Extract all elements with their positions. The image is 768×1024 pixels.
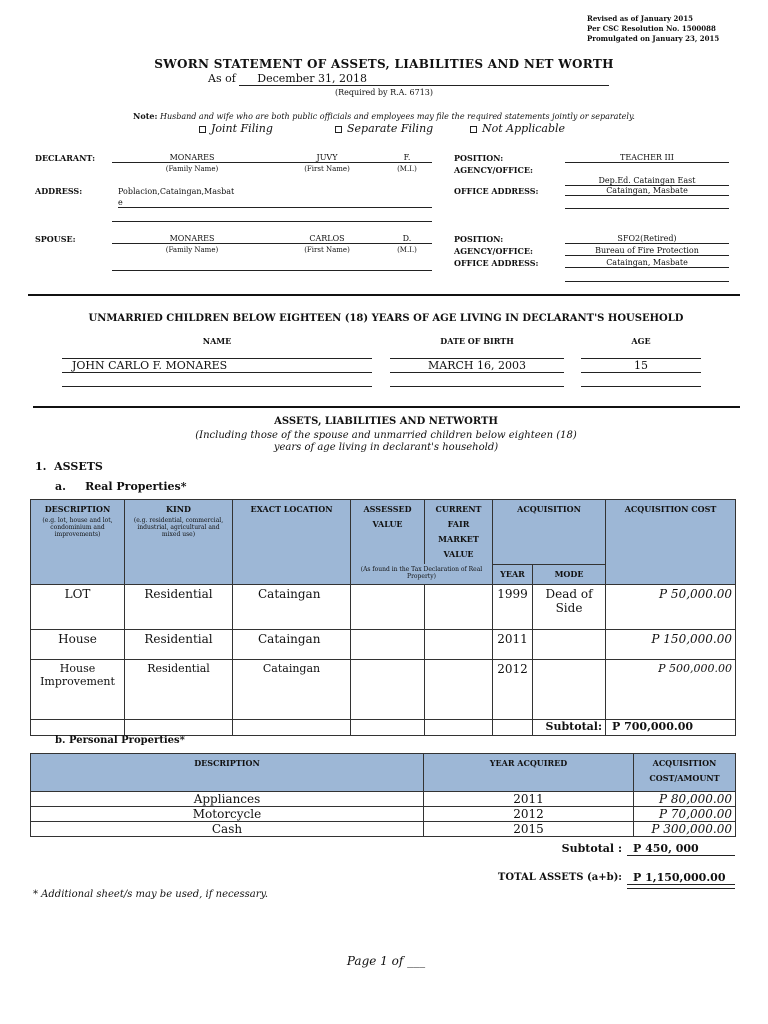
pp-subtotal-value: P 450, 000 [627,842,735,856]
not-applicable-checkbox[interactable] [470,126,477,133]
rp-header-acquisition [493,500,606,565]
rp-cell-description: House [31,629,125,659]
rp-cell-location: Cataingan [233,584,351,629]
joint-checkbox[interactable] [199,126,206,133]
note-text: Husband and wife who are both public officials and employees may file the required statements jointly or separately. [159,112,635,121]
rp-cell-fmv [425,584,493,629]
spouse-label: SPOUSE: [35,234,76,244]
pp-cell-cost: P 80,000.00 [634,792,736,807]
office-blank-line [565,208,729,209]
filing-joint[interactable]: Joint Filing [199,122,273,135]
rp-header-description-sub: (e.g. lot, house and lot, condominium and improvements) [42,517,113,538]
table-row [31,807,736,822]
rp-cell-cost: P 50,000.00 [606,584,736,629]
pp-cell-description: Cash [31,822,424,837]
agency-label: AGENCY/OFFICE: [454,165,533,175]
personal-properties-heading: b. Personal Properties* [55,735,185,746]
pp-header-cost-label: ACQUISITION COST/AMOUNT [649,758,720,783]
child-dob: MARCH 16, 2003 [390,359,564,373]
rp-cell-cost: P 150,000.00 [606,629,736,659]
assets-section-title: ASSETS, LIABILITIES AND NETWORTH [274,416,498,427]
rp-header-kind-label: KIND [166,504,191,514]
declarant-mi-caption: (M.I.) [397,165,417,173]
children-col-dob: DATE OF BIRTH [440,336,514,346]
total-assets-value: P 1,150,000.00 [627,871,735,885]
rp-cell-description: House Improvement [31,659,125,719]
rp-header-fmv [425,500,493,565]
rp-cell-kind: Residential [125,584,233,629]
rp-subtotal-label: Subtotal: [533,719,606,735]
declarant-office-address: Cataingan, Masbate [565,186,729,196]
table-row [31,792,736,807]
child-blank-name [62,386,372,387]
rp-header-cost-label: ACQUISITION COST [624,504,717,514]
child-name: JOHN CARLO F. MONARES [62,359,372,373]
declarant-mi: F. [382,153,432,163]
table-row [31,629,736,659]
pp-cell-cost: P 70,000.00 [634,807,736,822]
spouse-office-blank-line [565,281,729,282]
rp-subtotal-row [31,719,736,735]
pp-cell-cost: P 300,000.00 [634,822,736,837]
address-line-1: Poblacion,Cataingan,Masbat [118,187,235,196]
spouse-mi-caption: (M.I.) [397,246,417,254]
rp-header-mode [533,564,606,584]
pp-cell-year: 2011 [424,792,634,807]
assets-subtitle-2: years of age living in declarant's household) [273,442,499,453]
rp-cell-fmv [425,629,493,659]
rp-header-kind [125,500,233,585]
pp-header-year-label: YEAR ACQUIRED [489,758,568,768]
child-blank-dob [390,386,564,387]
rp-cell-location: Cataingan [233,629,351,659]
rp-header-mode-label: MODE [554,568,584,579]
filing-not-applicable[interactable]: Not Applicable [470,122,565,135]
rp-cell-mode [533,629,606,659]
divider [28,294,740,296]
assets-heading: 1. ASSETS [35,460,103,473]
rp-assessed-note-text: (As found in the Tax Declaration of Real Property) [360,566,483,580]
rp-cell-assessed [351,659,425,719]
spouse-family-name: MONARES [112,234,272,244]
total-assets-label: TOTAL ASSETS (a+b): [497,872,622,883]
rp-cell-location: Cataingan [233,659,351,719]
filing-separate[interactable]: Separate Filing [335,122,433,135]
pp-cell-description: Appliances [31,792,424,807]
rp-header-assessed-label: ASSESSED VALUE [363,504,412,529]
rp-header-description [31,500,125,585]
children-title: UNMARRIED CHILDREN BELOW EIGHTEEN (18) YEARS OF AGE LIVING IN DECLARANT'S HOUSEHOLD [88,313,684,324]
rp-header-location-label: EXACT LOCATION [250,504,333,514]
revision-line-1: Revised as of January 2015 [587,14,693,23]
as-of-row [208,72,609,86]
pp-header-description-label: DESCRIPTION [194,758,260,768]
separate-checkbox[interactable] [335,126,342,133]
rp-header-year [493,564,533,584]
real-properties-heading: a. Real Properties* [55,480,187,493]
office-address-label: OFFICE ADDRESS: [454,186,539,196]
rp-subtotal-value: P 700,000.00 [606,719,736,735]
rp-cell-assessed [351,584,425,629]
spouse-office-address-label: OFFICE ADDRESS: [454,258,539,268]
table-row [31,584,736,629]
rp-header-year-label: YEAR [500,568,525,579]
rp-cell-description: LOT [31,584,125,629]
revision-info [587,14,719,44]
address-blank-line [112,221,432,222]
rp-header-assessed [351,500,425,565]
declarant-first-caption: (First Name) [304,165,350,173]
rp-blank-1 [31,719,125,735]
spouse-position-label: POSITION: [454,234,504,244]
rp-cell-kind: Residential [125,629,233,659]
declarant-first-name: JUVY [272,153,382,163]
rp-cell-year: 2012 [493,659,533,719]
real-properties-table [30,499,736,736]
rp-header-description-label: DESCRIPTION [44,504,111,514]
declarant-family-caption: (Family Name) [165,165,219,173]
rp-cell-assessed [351,629,425,659]
rp-cell-kind: Residential [125,659,233,719]
revision-line-3: Promulgated on January 23, 2015 [587,34,720,43]
address-line-2: e [118,198,123,207]
spouse-mi: D. [382,234,432,244]
assets-subtitle-1: (Including those of the spouse and unmarried children below eighteen (18) [195,430,577,441]
rp-cell-cost: P 500,000.00 [606,659,736,719]
pp-header-year [424,754,634,792]
pp-cell-year: 2015 [424,822,634,837]
spouse-office-address: Cataingan, Masbate [565,258,729,268]
divider-2 [33,406,740,408]
rp-blank-2 [125,719,233,735]
declarant-family-name: MONARES [112,153,272,163]
note-line [0,111,768,121]
as-of-date: December 31, 2018 [239,72,609,86]
as-of-label: As of [208,72,236,85]
rp-blank-4 [351,719,425,735]
rp-header-cost [606,500,736,585]
page-title: SWORN STATEMENT OF ASSETS, LIABILITIES AND NET WORTH [154,57,614,71]
pp-subtotal-label: Subtotal : [561,842,622,855]
revision-line-2: Per CSC Resolution No. 1500088 [587,24,716,33]
total-double-underline [627,888,735,889]
rp-cell-year: 2011 [493,629,533,659]
rp-header-assessed-note [351,564,493,584]
spouse-first-name: CARLOS [272,234,382,244]
position-label: POSITION: [454,153,504,163]
additional-sheet-note: * Additional sheet/s may be used, if necessary. [33,889,269,900]
rp-cell-mode [533,659,606,719]
pp-header-description [31,754,424,792]
rp-header-kind-sub: (e.g. residential, commercial, industrial, agricultural and mixed use) [133,517,224,538]
spouse-position: SFO2(Retired) [565,234,729,244]
declarant-agency: Dep.Ed. Cataingan East [565,176,729,186]
spouse-first-caption: (First Name) [304,246,350,254]
personal-properties-table [30,753,736,837]
spouse-agency: Bureau of Fire Protection [565,246,729,256]
required-by: (Required by R.A. 6713) [334,88,434,97]
children-col-name: NAME [202,336,232,346]
rp-blank-5 [425,719,493,735]
pp-cell-year: 2012 [424,807,634,822]
note-label: Note: [133,111,158,121]
pp-header-cost [634,754,736,792]
spouse-agency-label: AGENCY/OFFICE: [454,246,533,256]
child-blank-age [581,386,701,387]
address-value [118,186,432,208]
rp-header-fmv-label: CURRENT FAIR MARKET VALUE [435,504,482,559]
declarant-label: DECLARANT: [35,153,96,163]
child-age: 15 [581,359,701,373]
declarant-position: TEACHER III [565,153,729,163]
rp-cell-year: 1999 [493,584,533,629]
rp-cell-mode: Dead of Side [533,584,606,629]
page-number: Page 1 of ___ [346,954,426,968]
rp-header-acquisition-label: ACQUISITION [517,504,581,514]
spouse-family-caption: (Family Name) [165,246,219,254]
rp-header-location [233,500,351,565]
rp-cell-fmv [425,659,493,719]
pp-cell-description: Motorcycle [31,807,424,822]
rp-blank-6 [493,719,533,735]
table-row [31,822,736,837]
spouse-blank-line [112,270,432,271]
address-label: ADDRESS: [35,186,83,196]
rp-header-location-blank [233,564,351,584]
rp-blank-3 [233,719,351,735]
children-col-age: AGE [631,336,651,346]
table-row [31,659,736,719]
